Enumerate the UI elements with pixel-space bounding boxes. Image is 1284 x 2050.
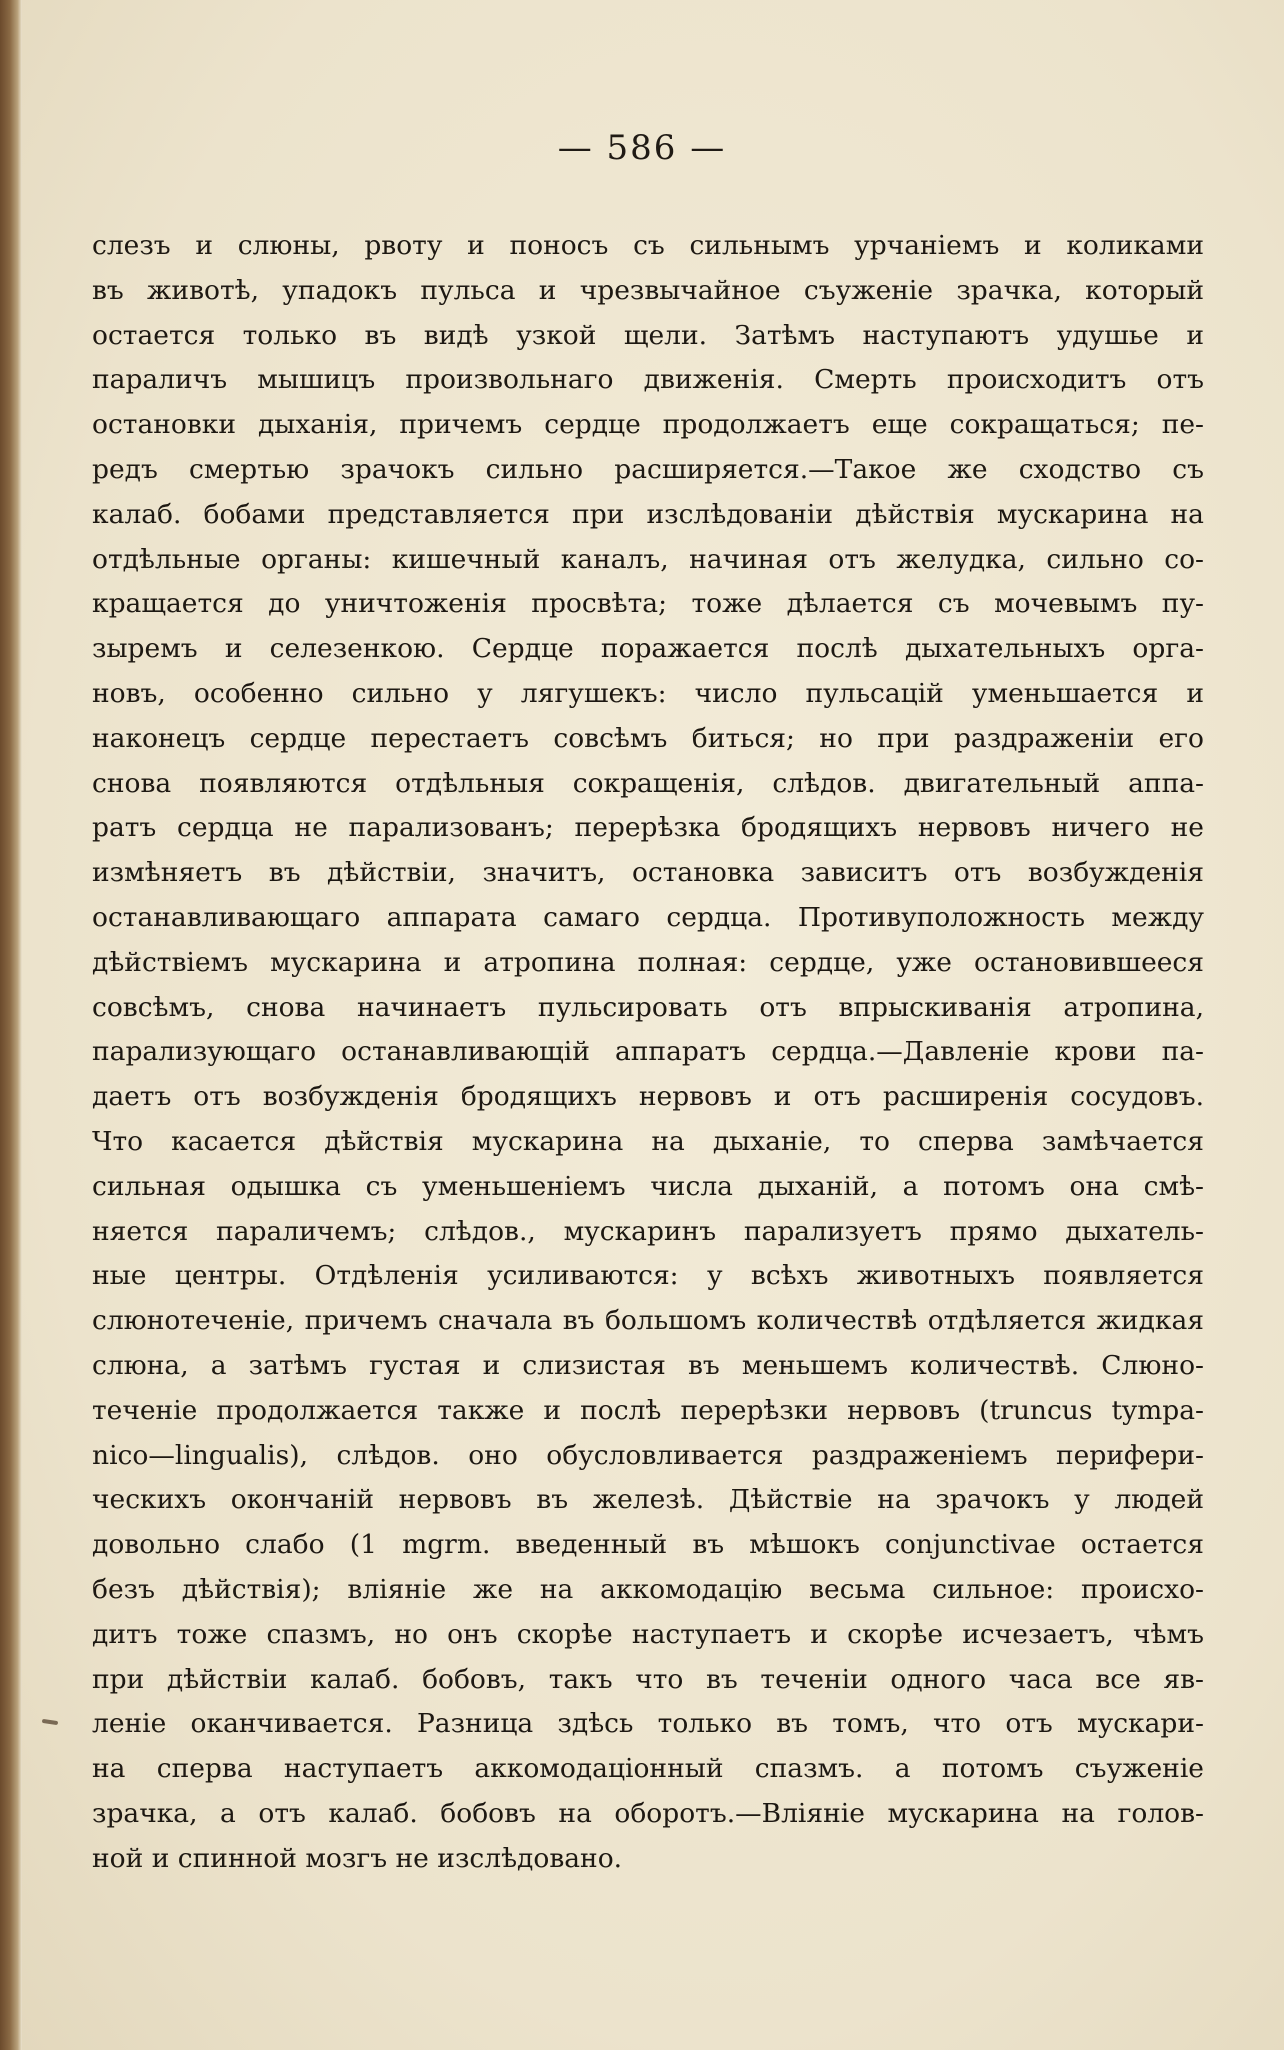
text-line: ленiе оканчивается. Разница здѣсь только въ томъ, что отъ мускари- <box>92 1708 1204 1740</box>
text-line: безъ дѣйствiя); влiянiе же на аккомодацiю весьма сильное: происхо- <box>92 1573 1204 1605</box>
text-line: парализующаго останавливающiй аппаратъ сердца.—Давленiе крови па- <box>92 1036 1204 1068</box>
text-line: ные центры. Отдѣленiя усиливаются: у всѣхъ животныхъ появляется <box>92 1260 1204 1292</box>
text-line: измѣняетъ въ дѣйствiи, значитъ, остановка зависитъ отъ возбужденiя <box>92 857 1204 889</box>
text-line: остановки дыханiя, причемъ сердце продолжаетъ еще сокращаться; пе- <box>92 409 1204 441</box>
body-text <box>92 224 1204 1881</box>
text-line: при дѣйствiи калаб. бобовъ, такъ что въ теченiи одного часа все яв- <box>92 1663 1204 1695</box>
text-line: слюна, а затѣмъ густая и слизистая въ меньшемъ количествѣ. Слюно- <box>92 1349 1204 1381</box>
text-line: новъ, особенно сильно у лягушекъ: число пульсацiй уменьшается и <box>92 677 1204 709</box>
text-line: дѣйствiемъ мускарина и атропина полная: сердце, уже остановившееся <box>92 946 1204 978</box>
text-line: даетъ отъ возбужденiя бродящихъ нервовъ и отъ расширенiя сосудовъ. <box>92 1081 1204 1113</box>
text-line: няется параличемъ; слѣдов., мускаринъ парализуетъ прямо дыхатель- <box>92 1215 1204 1247</box>
book-spine-edge <box>0 0 22 2050</box>
text-line: слюнотеченiе, причемъ сначала въ большомъ количествѣ отдѣляется жидкая <box>92 1305 1204 1337</box>
text-line: калаб. бобами представляется при изслѣдованiи дѣйствiя мускарина на <box>92 498 1204 530</box>
text-line: совсѣмъ, снова начинаетъ пульсировать отъ впрыскиванiя атропина, <box>92 991 1204 1023</box>
text-line: Что касается дѣйствiя мускарина на дыханiе, то сперва замѣчается <box>92 1125 1204 1157</box>
text-line: отдѣльные органы: кишечный каналъ, начиная отъ желудка, сильно со- <box>92 543 1204 575</box>
text-line: слезъ и слюны, рвоту и поносъ съ сильнымъ урчанiемъ и коликами <box>92 230 1204 261</box>
text-line: ратъ сердца не парализованъ; перерѣзка бродящихъ нервовъ ничего не <box>92 812 1204 844</box>
page-number: — 586 — <box>557 128 727 168</box>
text-line: довольно слабо (1 mgrm. введенный въ мѣшокъ conjunctivae остается <box>92 1529 1204 1561</box>
text-line: сильная одышка съ уменьшенiемъ числа дыханiй, а потомъ она смѣ- <box>92 1170 1204 1202</box>
text-line: снова появляются отдѣльныя сокращенiя, слѣдов. двигательный аппа- <box>92 767 1204 799</box>
text-line: дитъ тоже спазмъ, но онъ скорѣе наступаетъ и скорѣе исчезаетъ, чѣмъ <box>92 1618 1204 1650</box>
text-line: зрачка, а отъ калаб. бобовъ на оборотъ.—Влiянiе мускарина на голов- <box>92 1797 1204 1829</box>
text-line: остается только въ видѣ узкой щели. Затѣмъ наступаютъ удушье и <box>92 319 1204 351</box>
text-line: въ животѣ, упадокъ пульса и чрезвычайное съуженiе зрачка, который <box>92 274 1204 306</box>
text-line: кращается до уничтоженiя просвѣта; тоже дѣлается съ мочевымъ пу- <box>92 588 1204 620</box>
text-line-last: ной и спинной мозгъ не изслѣдовано. <box>92 1842 623 1874</box>
text-line: параличъ мышицъ произвольнаго движенiя. Смерть происходитъ отъ <box>92 364 1204 396</box>
text-line: зыремъ и селезенкою. Сердце поражается послѣ дыхательныхъ орга- <box>92 633 1204 665</box>
text-line: ческихъ окончанiй нервовъ въ железѣ. Дѣйствiе на зрачокъ у людей <box>92 1484 1204 1516</box>
text-line: на сперва наступаетъ аккомодацiонный спазмъ. а потомъ съуженiе <box>92 1753 1204 1785</box>
text-line: nico—lingualis), слѣдов. оно обусловливается раздраженiемъ перифери- <box>92 1439 1204 1471</box>
text-line: редъ смертью зрачокъ сильно расширяется.—Такое же сходство съ <box>92 453 1204 485</box>
text-line: наконецъ сердце перестаетъ совсѣмъ биться; но при раздраженiи его <box>92 722 1204 754</box>
text-line: теченiе продолжается также и послѣ перерѣзки нервовъ (truncus tympa- <box>92 1394 1204 1426</box>
text-line: останавливающаго аппарата самаго сердца. Противуположность между <box>92 901 1204 933</box>
